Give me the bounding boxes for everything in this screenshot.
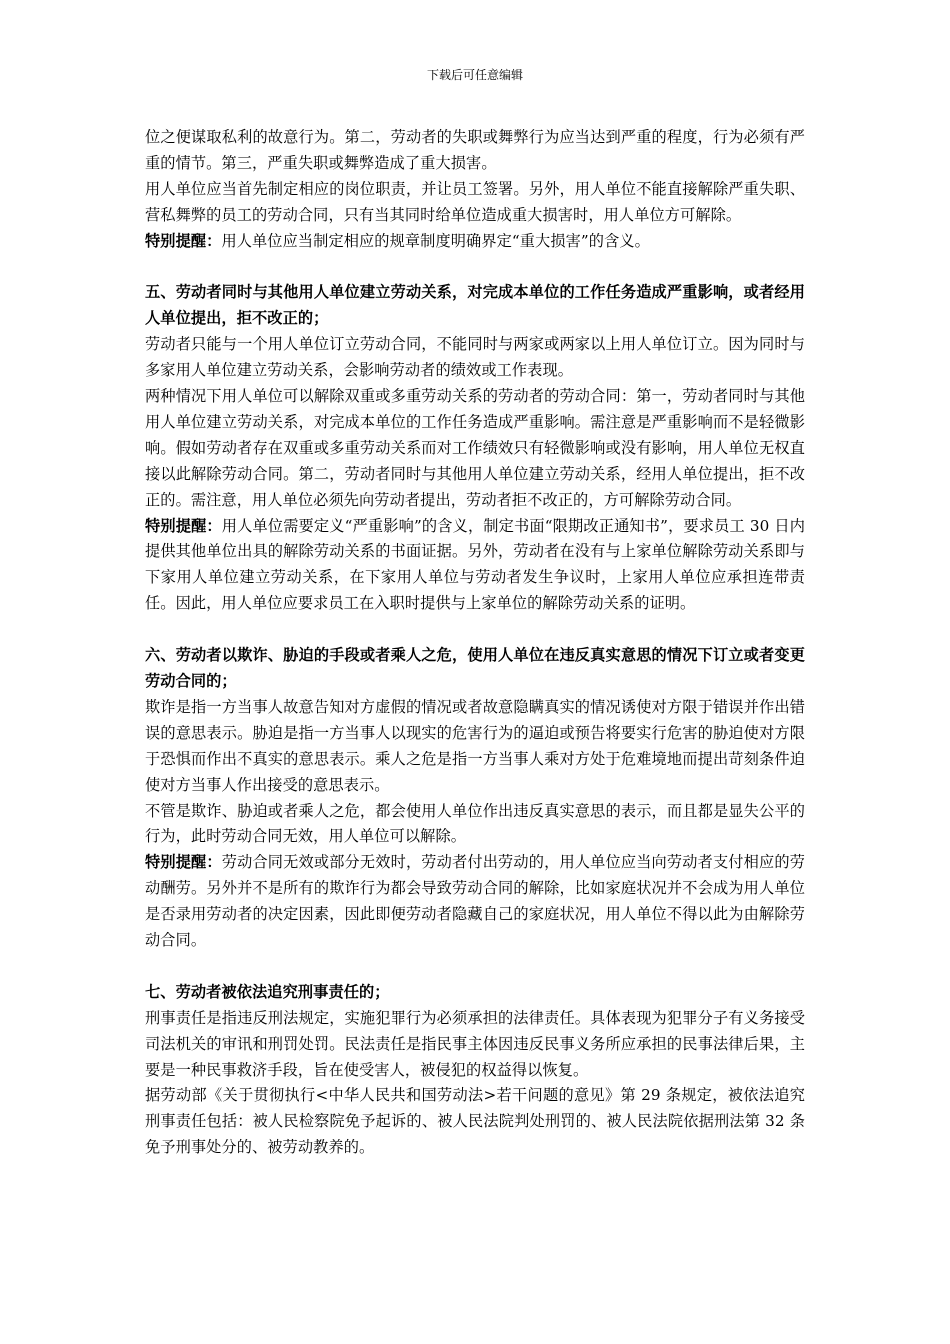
reminder-label: 特别提醒： (145, 516, 222, 535)
special-reminder (145, 850, 805, 954)
section-gap (145, 617, 805, 643)
special-reminder (145, 229, 805, 255)
reminder-text: 用人单位需要定义“严重影响”的含义，制定书面“限期改正通知书”，要求员工 30 日内提供其他单位出具的解除劳动关系的书面证据。另外，劳动者在没有与上家单位解除劳动关系即与下家用人单位建立劳动关系，在下家用人单位与劳动者发生争议时，上家用人单位应承担连带责任。因此，用人单位应要求员工在入职时提供与上家单位的解除劳动关系的证明。 (145, 516, 805, 613)
paragraph: 劳动者只能与一个用人单位订立劳动合同，不能同时与两家或两家以上用人单位订立。因为同时与多家用人单位建立劳动关系，会影响劳动者的绩效或工作表现。 (145, 335, 805, 380)
reminder-text: 用人单位应当制定相应的规章制度明确界定“重大损害”的含义。 (221, 231, 650, 250)
document-body (145, 125, 805, 1161)
paragraph: 用人单位应当首先制定相应的岗位职责，并让员工签署。另外，用人单位不能直接解除严重失职、营私舞弊的员工的劳动合同，只有当其同时给单位造成重大损害时，用人单位方可解除。 (145, 179, 805, 224)
section-heading: 六、劳动者以欺诈、胁迫的手段或者乘人之危，使用人单位在违反真实意思的情况下订立或者变更劳动合同的； (145, 646, 805, 690)
section-heading: 七、劳动者被依法追究刑事责任的； (145, 982, 390, 1001)
reminder-label: 特别提醒： (145, 231, 222, 250)
reminder-text: 劳动合同无效或部分无效时，劳动者付出劳动的，用人单位应当向劳动者支付相应的劳动酬劳。另外并不是所有的欺诈行为都会导致劳动合同的解除，比如家庭状况并不会成为用人单位是否录用劳动者的决定因素，因此即便劳动者隐藏自己的家庭状况，用人单位不得以此为由解除劳动合同。 (145, 853, 805, 950)
paragraph: 刑事责任是指违反刑法规定，实施犯罪行为必须承担的法律责任。具体表现为犯罪分子有义务接受司法机关的审讯和刑罚处罚。民法责任是指民事主体因违反民事义务所应承担的民事法律后果，主要是一种民事救济手段，旨在使受害人，被侵犯的权益得以恢复。 (145, 1008, 805, 1079)
paragraph: 据劳动部《关于贯彻执行<中华人民共和国劳动法>若干问题的意见》第 29 条规定，被依法追究刑事责任包括：被人民检察院免予起诉的、被人民法院判处刑罚的、被人民法院依据刑法第 32 条免予刑事处分的、被劳动教养的。 (145, 1086, 805, 1157)
section-gap (145, 255, 805, 281)
reminder-label: 特别提醒： (145, 853, 222, 872)
section-heading: 五、劳动者同时与其他用人单位建立劳动关系，对完成本单位的工作任务造成严重影响，或者经用人单位提出，拒不改正的； (145, 283, 805, 328)
page-header: 下载后可任意编辑 (426, 68, 523, 82)
special-reminder (145, 514, 805, 618)
section-gap (145, 954, 805, 980)
paragraph: 欺诈是指一方当事人故意告知对方虚假的情况或者故意隐瞒真实的情况诱使对方限于错误并作出错误的意思表示。胁迫是指一方当事人以现实的危害行为的逼迫或预告将要实行危害的胁迫使对方限于恐惧而作出不真实的意思表示。乘人之危是指一方当事人乘对方处于危难境地而提出苛刻条件迫使对方当事人作出接受的意思表示。 (145, 697, 805, 794)
paragraph: 位之便谋取私利的故意行为。第二，劳动者的失职或舞弊行为应当达到严重的程度，行为必须有严重的情节。第三，严重失职或舞弊造成了重大损害。 (145, 128, 805, 172)
paragraph: 不管是欺诈、胁迫或者乘人之危，都会使用人单位作出违反真实意思的表示，而且都是显失公平的行为，此时劳动合同无效，用人单位可以解除。 (145, 801, 805, 846)
paragraph: 两种情况下用人单位可以解除双重或多重劳动关系的劳动者的劳动合同：第一，劳动者同时与其他用人单位建立劳动关系，对完成本单位的工作任务造成严重影响。需注意是严重影响而不是轻微影响。假如劳动者存在双重或多重劳动关系而对工作绩效只有轻微影响或没有影响，用人单位无权直接以此解除劳动合同。第二，劳动者同时与其他用人单位建立劳动关系，经用人单位提出，拒不改正的。需注意，用人单位必须先向劳动者提出，劳动者拒不改正的，方可解除劳动合同。 (145, 387, 805, 509)
